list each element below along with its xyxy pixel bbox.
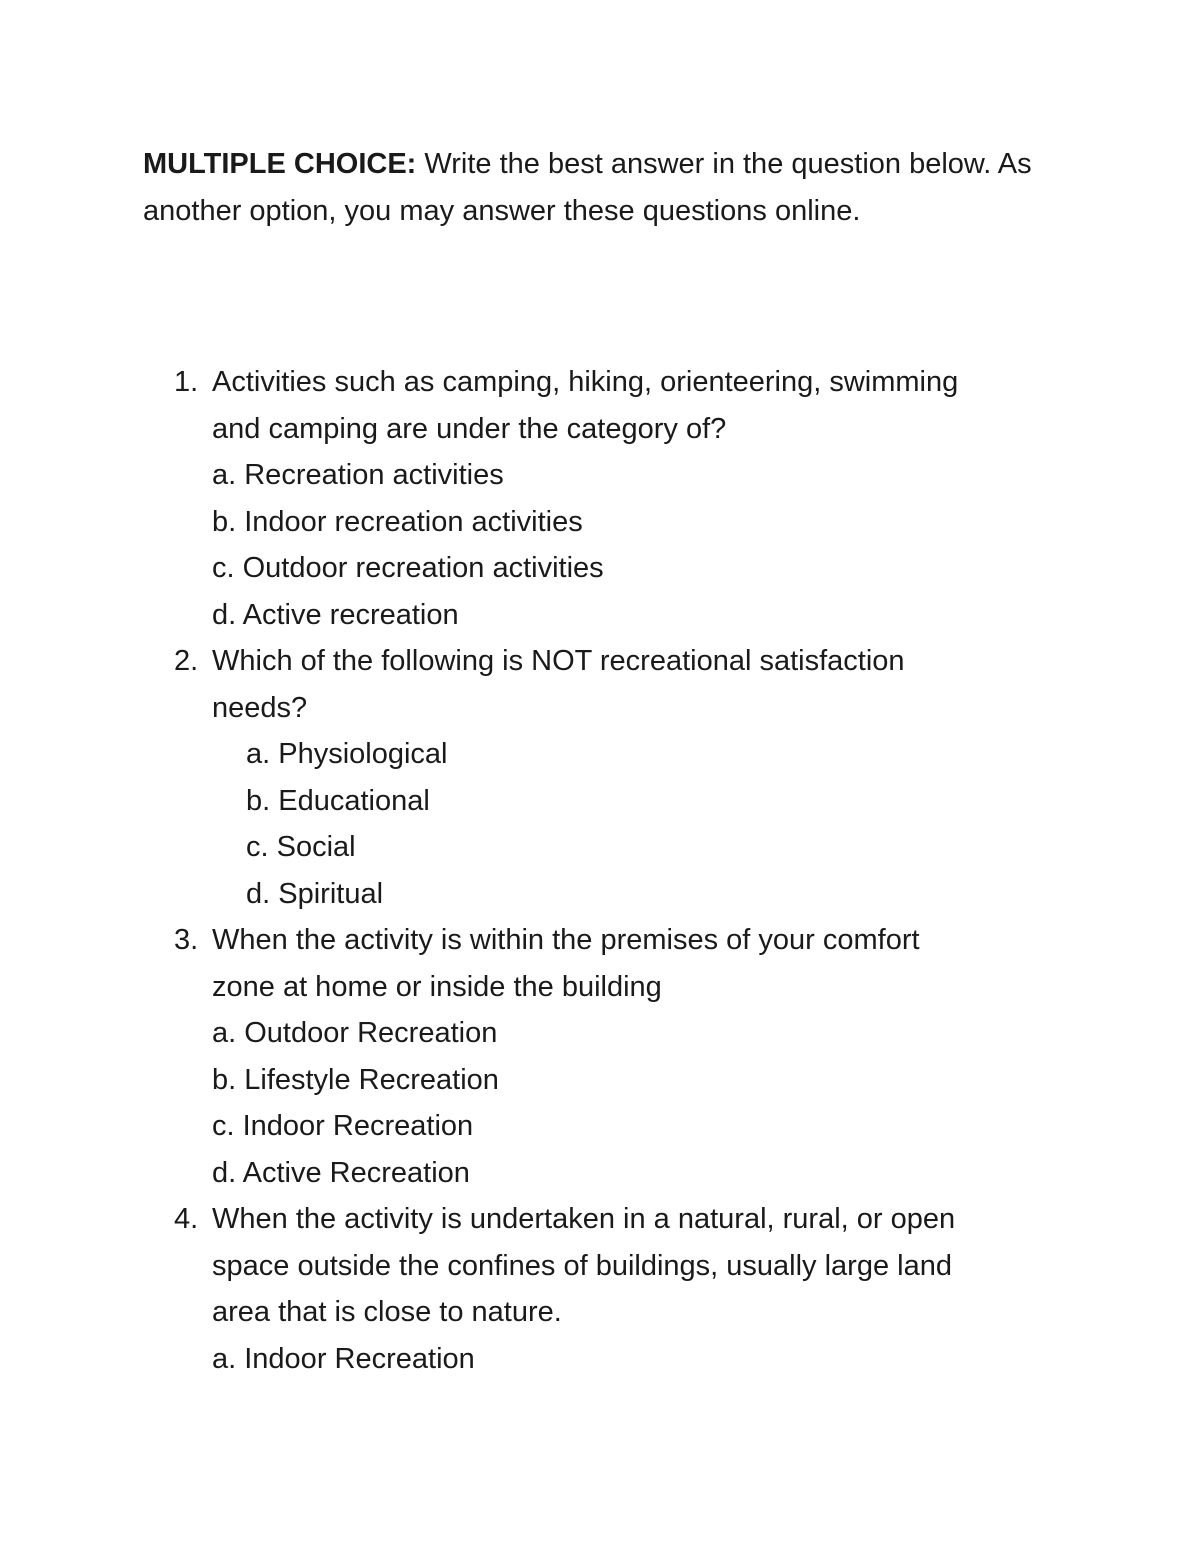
- question-3-line-1: [0, 917, 1200, 964]
- question-1: [0, 359, 1200, 638]
- option-label: c. Indoor Recreation: [212, 1110, 474, 1142]
- answer-option: [0, 452, 1200, 499]
- question-number: 2.: [174, 645, 199, 677]
- answer-option: [0, 1057, 1200, 1104]
- question-text: and camping are under the category of?: [212, 412, 727, 445]
- question-number: 4.: [174, 1203, 199, 1235]
- instructions-heading: MULTIPLE CHOICE:: [143, 148, 417, 180]
- answer-option: [0, 1150, 1200, 1197]
- question-number: 1.: [174, 366, 199, 398]
- question-text: space outside the confines of buildings, usually large land: [212, 1249, 952, 1282]
- question-number: 3.: [174, 924, 199, 956]
- answer-option: [0, 871, 1200, 918]
- option-label: d. Spiritual: [246, 877, 384, 910]
- answer-option: [0, 499, 1200, 546]
- option-label: d. Active Recreation: [212, 1156, 470, 1189]
- answer-option: [0, 824, 1200, 871]
- question-text: When the activity is within the premises of your comfort: [212, 924, 920, 956]
- option-label: a. Recreation activities: [212, 459, 504, 491]
- instructions-paragraph: [143, 141, 1043, 235]
- answer-option: [0, 1336, 1200, 1383]
- question-list: [0, 359, 1200, 1382]
- option-label: a. Indoor Recreation: [212, 1342, 475, 1375]
- question-4-line-1: [0, 1196, 1200, 1243]
- option-label: a. Physiological: [246, 738, 448, 770]
- question-3-line-2: [0, 964, 1200, 1011]
- option-label: b. Indoor recreation activities: [212, 505, 583, 538]
- answer-option: [0, 778, 1200, 825]
- question-text: When the activity is undertaken in a natural, rural, or open: [212, 1203, 956, 1235]
- question-2-line-1: [0, 638, 1200, 685]
- option-label: c. Outdoor recreation activities: [212, 552, 604, 584]
- question-text: zone at home or inside the building: [212, 970, 662, 1003]
- question-text: needs?: [212, 691, 308, 724]
- option-label: c. Social: [246, 831, 356, 863]
- question-4-line-3: [0, 1289, 1200, 1336]
- option-label: b. Educational: [246, 784, 430, 817]
- question-2: [0, 638, 1200, 917]
- question-1-line-1: [0, 359, 1200, 406]
- answer-option: [0, 1010, 1200, 1057]
- question-text: area that is close to nature.: [212, 1296, 562, 1328]
- option-label: b. Lifestyle Recreation: [212, 1063, 499, 1096]
- question-text: Which of the following is NOT recreational satisfaction: [212, 645, 905, 677]
- answer-option: [0, 1103, 1200, 1150]
- option-label: a. Outdoor Recreation: [212, 1017, 498, 1049]
- instructions-text: Write the best answer in the question below. As another option, you may answer these questions online.: [143, 148, 1032, 227]
- question-3: [0, 917, 1200, 1196]
- question-2-line-2: [0, 685, 1200, 732]
- question-text: Activities such as camping, hiking, orienteering, swimming: [212, 366, 959, 398]
- question-4-line-2: [0, 1243, 1200, 1290]
- answer-option: [0, 731, 1200, 778]
- answer-option: [0, 545, 1200, 592]
- option-label: d. Active recreation: [212, 598, 459, 631]
- question-4: [0, 1196, 1200, 1382]
- question-1-line-2: [0, 406, 1200, 453]
- answer-option: [0, 592, 1200, 639]
